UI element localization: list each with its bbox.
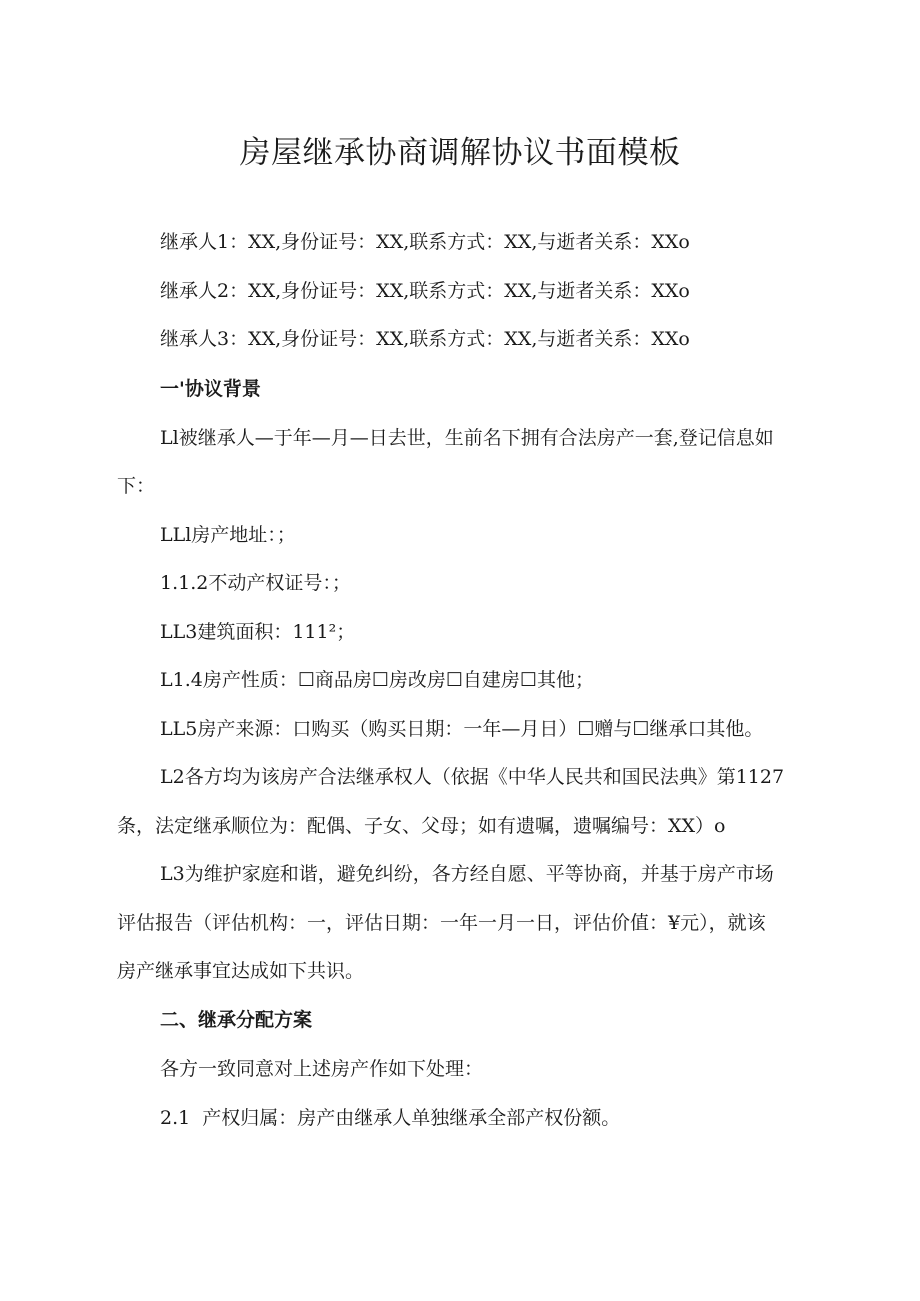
section-2-heading: 二、继承分配方案	[160, 1009, 313, 1031]
legal-heirs-paragraph-line-1: L2各方均为该房产合法继承权人（依据《中华人民共和国民法典》第1127	[160, 766, 785, 788]
heir-1-line: 继承人1：XX,身份证号：XX,联系方式：XX,与逝者关系：XXo	[160, 231, 690, 253]
property-source-item: LL5房产来源：口购买（购买日期：一年—月日）☐赠与☐继承口其他。	[160, 718, 764, 740]
heir-2-line: 继承人2：XX,身份证号：XX,联系方式：XX,与逝者关系：XXo	[160, 280, 690, 302]
harmony-paragraph-line-3: 房产继承事宜达成如下共识。	[117, 960, 365, 982]
property-address-item: LLl房产地址：；	[160, 524, 296, 546]
legal-heirs-paragraph-line-2: 条，法定继承顺位为：配偶、子女、父母；如有遗嘱，遗嘱编号：XX）o	[117, 815, 726, 837]
document-title: 房屋继承协商调解协议书面模板	[239, 135, 681, 171]
heir-3-line: 继承人3：XX,身份证号：XX,联系方式：XX,与逝者关系：XXo	[160, 328, 690, 350]
section-1-heading: 一'协议背景	[160, 378, 261, 400]
ownership-item: 2.1 产权归属：房产由继承人单独继承全部产权份额。	[160, 1107, 621, 1129]
background-paragraph-line-1: Ll被继承人—于年—月—日去世，生前名下拥有合法房产一套,登记信息如	[160, 427, 774, 449]
background-paragraph-line-2: 下：	[117, 475, 156, 497]
building-area-item: LL3建筑面积：111²；	[160, 621, 356, 643]
property-nature-item: L1.4房产性质：☐商品房☐房改房☐自建房☐其他；	[160, 669, 594, 691]
harmony-paragraph-line-2: 评估报告（评估机构：一，评估日期：一年一月一日，评估价值：¥元），就该	[117, 912, 766, 934]
allocation-intro: 各方一致同意对上述房产作如下处理：	[160, 1058, 484, 1080]
harmony-paragraph-line-1: L3为维护家庭和谐，避免纠纷，各方经自愿、平等协商，并基于房产市场	[160, 863, 774, 885]
property-certificate-item: 1.1.2不动产权证号：；	[160, 572, 351, 594]
